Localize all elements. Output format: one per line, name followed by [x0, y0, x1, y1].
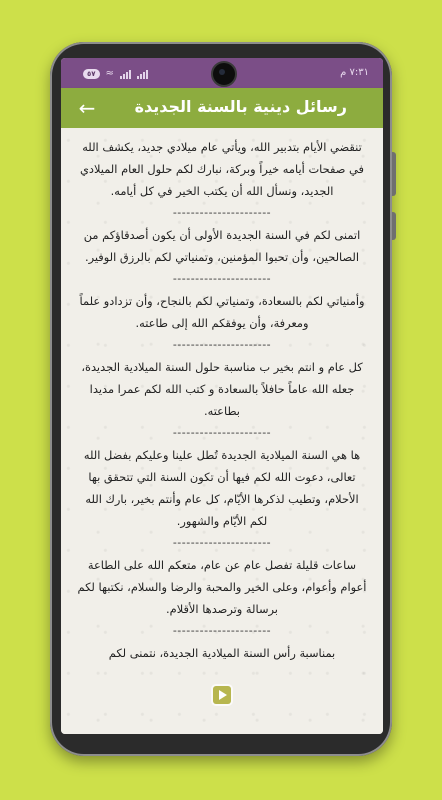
message-item[interactable]: وأمنياتي لكم بالسعادة، وتمنياتي لكم بالنجاح، وأن تزدادو علماً ومعرفة، وأن يوفقكم الله إلى طاعته.: [79, 294, 365, 330]
message-item[interactable]: ساعات قليلة تفصل عام عن عام، متعكم الله على الطاعة أعوام وأعوام، وعلى الخير والمحبة والرضا والسلام، نكتبها لكم برسالة وترصدها الأقلام.: [77, 558, 367, 616]
screen: [61, 58, 383, 734]
page-title: رسائل دينية بالسنة الجديدة: [134, 97, 347, 116]
app-bar: [61, 88, 383, 128]
message-item[interactable]: ها هي السنة الميلادية الجديدة تُطل علينا وعليكم بفضل الله تعالى، دعوت الله لكم فيها أن تكون السنة التي تتحقق بها الأحلام، وتطيب لذكرها الأيّام، كل عام وأنتم بخير، بارك الله لكم الأيّام والشهور.: [83, 448, 361, 528]
separator: ----------------------: [172, 272, 272, 285]
battery-icon: ٥٧: [83, 69, 100, 79]
signal-icon: [120, 69, 131, 79]
play-icon[interactable]: [213, 686, 231, 704]
message-item[interactable]: تنقضي الأيام بتدبير الله، ويأتي عام ميلادي جديد، يكشف الله في صفحات أيامه خيراً وبركة، نبارك لكم حلول العام الميلادي الجديد، ونسأل الله أن يكتب الخير في كل أيامه.: [80, 140, 364, 198]
status-time: ٧:٣١ م: [340, 67, 369, 78]
front-camera: [211, 61, 237, 87]
status-icons: [83, 68, 148, 79]
message-item[interactable]: كل عام و انتم بخير ب مناسبة حلول السنة الميلادية الجديدة، جعله الله عاماً حافلاً بالسعادة و كتب الله لكم عمرا مديدا بطاعته.: [81, 360, 363, 418]
wifi-icon: ≈: [105, 68, 114, 79]
arrow-back-icon[interactable]: ←: [78, 96, 96, 120]
signal-icon-2: [137, 69, 148, 79]
separator: ----------------------: [172, 536, 272, 549]
separator: ----------------------: [172, 338, 272, 351]
message-item[interactable]: بمناسبة رأس السنة الميلادية الجديدة، نتمنى لكم: [108, 646, 336, 660]
separator: ----------------------: [172, 206, 272, 219]
separator: ----------------------: [172, 426, 272, 439]
volume-button: [392, 152, 396, 196]
status-bar: [61, 58, 383, 88]
separator: ----------------------: [172, 624, 272, 637]
messages-list[interactable]: [61, 128, 383, 734]
message-item[interactable]: اتمنى لكم في السنة الجديدة الأولى أن يكون أصدقاؤكم من الصالحين، وأن تحبوا المؤمنين، وتمنياتي لكم بالرزق الوفير.: [83, 228, 361, 264]
power-button: [392, 212, 396, 240]
